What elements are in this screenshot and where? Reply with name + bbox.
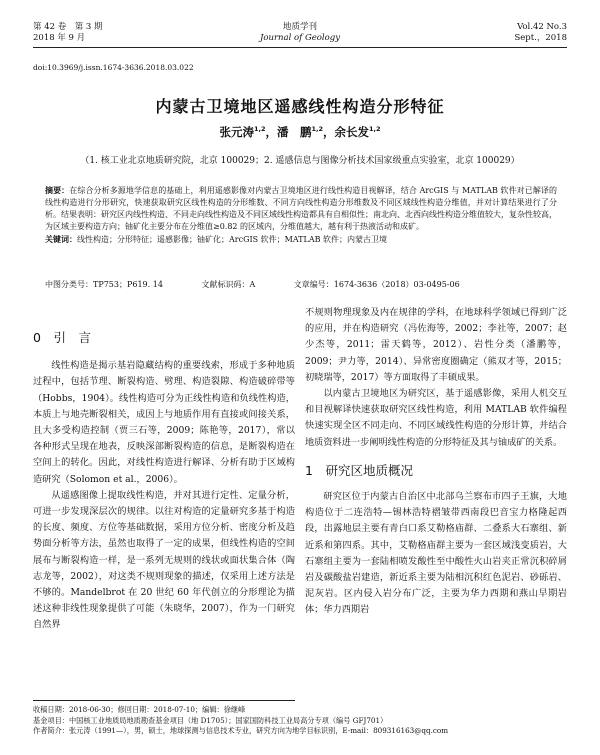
author-2-aff: 1,2 — [311, 125, 323, 134]
abstract-label: 摘要： — [45, 185, 70, 195]
authors: 张元涛$^{1,2}$，潘 鹏$^{1,2}$，余长发$^{1,2}$ — [219, 125, 381, 139]
header-rule — [33, 47, 567, 48]
author-1: 张元涛 — [219, 125, 254, 139]
clc-number: 中图分类号：TP753；P619. 14 — [45, 280, 163, 289]
header-month-year: Sept.，2018 — [514, 33, 567, 43]
author-1-aff: 1,2 — [253, 125, 266, 134]
author-2: 潘 鹏 — [276, 125, 312, 139]
header-journal-en: Journal of Geology — [259, 33, 340, 43]
affiliation: （1. 核工业北京地质研究院，北京 100029；2. 遥感信息与图像分析技术国家级重点实验室，北京 100029） — [80, 156, 520, 166]
abstract — [45, 184, 557, 246]
right-paragraph-3: 研究区位于内蒙古自治区中北部乌兰察布市四子王旗，大地构造位于二连浩特—锡林浩特褶皱带西南段巴音宝力格隆起西段，出露地层主要有青白口系艾勒格庙群、二叠系大石寨组、新近系和第四系。其中，艾勒格庙群主要为一套区域浅变质岩，大石寨组主要为一套陆相喷发酸性至中酸性火山岩夹正常沉积碎屑岩及碳酸盐岩建造，新近系主要为陆相沉积红色泥岩、砂砾岩、泥灰岩。区内侵入岩分布广泛，主要为华力西期和燕山早期岩体；华力西期岩 — [305, 491, 567, 616]
author-3-aff: 1,2 — [369, 125, 381, 134]
footnote-funding: 基金项目：中国核工业地质局地质勘查基金项目（地 D1705）；国家国防科技工业局高分专项（编号 GFJ701） — [33, 715, 388, 725]
keywords-label: 关键词： — [45, 234, 77, 244]
header-volume: 第 42 卷 第 3 期 — [33, 22, 103, 32]
right-paragraph-1: 不规则物理现象及内在规律的学科，在地球科学领域已得到广泛的应用，并在构造研究（冯佐海等，2002；李社等，2007；赵少杰等，2011；雷天鹤等，2012）、岩性分类（潘鹏等，2009；尹力等，2014）、异常密度圈确定（熊双才等，2015；初晓瑞等，2017）等方面取得了丰硕成果。 — [305, 307, 567, 383]
left-paragraph-1: 线性构造是揭示基岩隐藏结构的重要线索，形成于多种地质过程中，包括节理、断裂构造、劈理、构造裂隙、构造破碎带等（Hobbs，1904）。线性构造可分为正线性构造和负线性构造，本质上与地壳断裂相关，成因上与地质作用有直接或间接关系，且大多受构造控制（贾三石等，2009；陈艳等，2017），常以各种形式呈现在地表，反映深部断裂构造的信息，是断裂构造在空间上的转化。因此，对线性构造进行解译、分析有助于区域构造研究（Solomon et al.，2006）。 — [33, 360, 295, 485]
left-paragraph-2: 从遥感图像上提取线性构造，并对其进行定性、定量分析，可进一步发现深层次的规律。以往对构造的定量研究多基于构造的长度、频度、方位等基础数据，采用方位分析、密度分析及趋势面分析等方法，虽然也取得了一定的成果，但线性构造的空间展布与断裂构造一样，是一系列无规则的线状或面状集合体（陶志龙等，2002），对这类不规则现象的描述，仅采用上述方法是不够的。Mandelbrot 在 20 世纪 60 年代创立的分形理论为描述这种非线性现象提供了可能（朱晓华，2007），作为一门研究自然界 — [33, 489, 295, 631]
keywords-text: 线性构造；分形特征；遥感影像；铀矿化；ArcGIS 软件；MATLAB 软件；内蒙古卫境 — [77, 235, 388, 244]
right-column — [305, 305, 567, 619]
right-paragraph-2: 以内蒙古卫境地区为研究区，基于遥感影像，采用人机交互和目视解译快速获取研究区线性构造，利用 MATLAB 软件编程快速实现全区不同走向、不同区域线性构造的分形计算，并结合地质资料进一步阐明线性构造的分形特征及其与铀成矿的关系。 — [305, 388, 567, 448]
footnote-author-bio: 作者简介：张元涛（1991—），男，硕士，地球探测与信息技术专业，研究方向为地学目标识别，E-mail：809316163@qq.com — [33, 726, 449, 735]
header-vol-no: Vol.42 No.3 — [517, 22, 567, 32]
header-journal — [0, 22, 600, 44]
section-1-heading: 1 研究区地质概况 — [305, 462, 413, 478]
footnote-rule — [33, 700, 295, 701]
classification-line — [45, 279, 557, 291]
section-0-heading: 0 引 言 — [33, 330, 91, 345]
header-journal-cn: 地质学刊 — [282, 22, 317, 32]
author-3: 余长发 — [334, 125, 369, 139]
left-column — [33, 322, 295, 634]
doc-code: 文献标识码：A — [201, 280, 256, 289]
header-date: 2018 年 9 月 — [33, 33, 86, 43]
header-volume-en — [514, 22, 567, 44]
footnotes — [33, 705, 573, 737]
article-number: 文章编号：1674-3636（2018）03-0495-06 — [293, 280, 460, 289]
doi[interactable]: doi:10.3969/j.issn.1674-3636.2018.03.022 — [33, 63, 194, 72]
footnote-received: 收稿日期：2018-06-30；修回日期：2018-07-10；编辑：徐继峰 — [33, 705, 246, 714]
abstract-text: 在综合分析多源地学信息的基础上，利用遥感影像对内蒙古卫境地区进行线性构造目视解译，结合 ArcGIS 与 MATLAB 软件对已解译的线性构造进行分形研究，快速获取研究区线性构造的分形维数、不同方向线性构造分形维数及不同区域线性构造分维值，并对计算结果进行了分析。结果表明：研究区内线性构造、不同走向线性构造及不同区域线性构造都具有自相似性；南北向、北西向线性构造分维值较大，复杂性较高，为区域主要构造方向；铀矿化主要分布在分维值≥0.82 的区域内，分维值越大，越有利于热液活动和成矿。 — [45, 186, 557, 231]
paper-title: 内蒙古卫境地区遥感线性构造分形特征 — [155, 97, 445, 116]
